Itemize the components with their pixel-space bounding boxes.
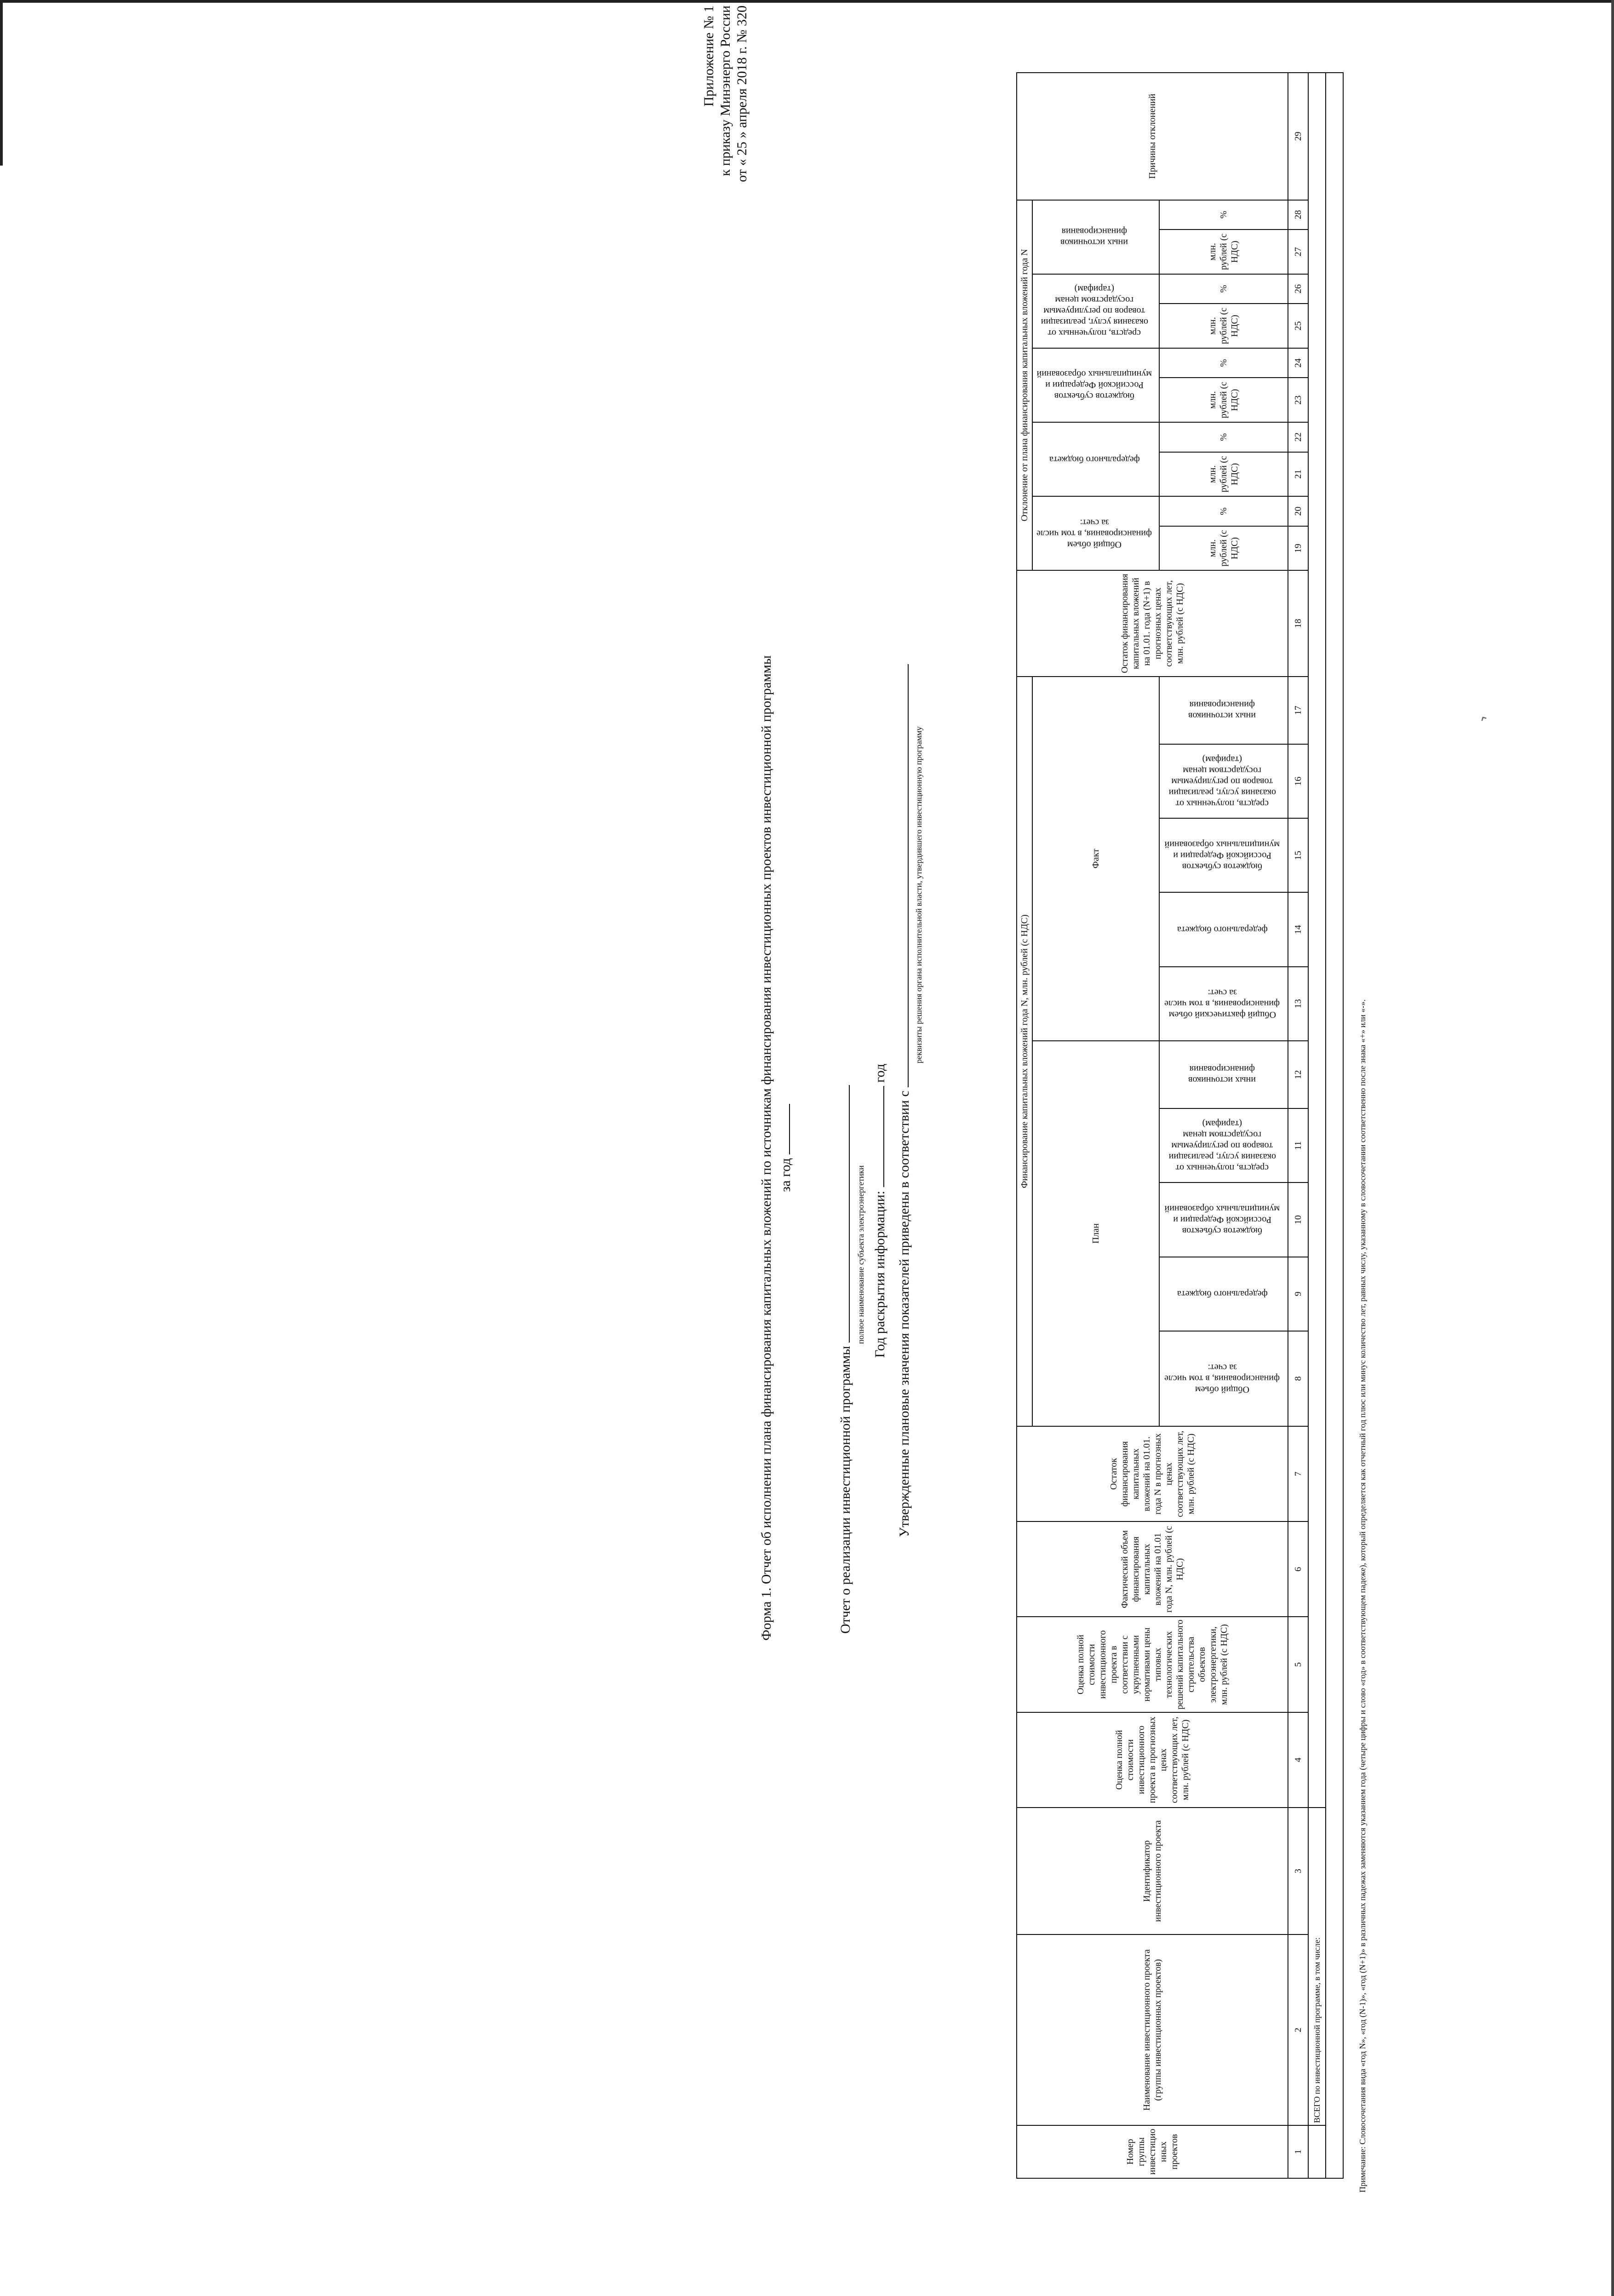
column-number-cell: 8	[1288, 1331, 1308, 1426]
column-number-cell: 10	[1288, 1182, 1308, 1257]
report-caption: полное наименование субъекта электроэнергетики	[856, 1165, 865, 1344]
blank-row-cells	[1326, 73, 1343, 2178]
column-number-cell: 3	[1288, 1808, 1308, 1934]
col-header-financing-group: Финансирование капитальных вложений года N, млн. рублей (с НДС)	[1017, 677, 1032, 1426]
footnote: Примечание: Словосочетания вида «год N», «год (N-1)», «год (N+1)» в различных падежах заменяются указанием года (четыре цифры и слово «год» в соответствующем падеже), который определяется как отчетный год плюс или минус количество лет, равных числу, указанному в словосочетании соответственно после знака «+» или «-».	[1358, 999, 1367, 2193]
approved-caption: реквизиты решения органа исполнительной власти, утвердившего инвестиционную программу	[914, 726, 923, 1063]
plan-total	[1159, 1331, 1288, 1426]
appendix-line-2: к приказу Минэнерго России	[718, 6, 733, 176]
dev-header-total-text: Общий объем финансирования, в том числе за счет:	[1036, 517, 1152, 550]
column-number-cell: 27	[1288, 230, 1308, 274]
total-row-empty-cell	[1308, 2125, 1326, 2178]
approved-label: Утвержденные плановые значения показателей приведены в соответствии с	[897, 1091, 912, 1537]
total-row-label: ВСЕГО по инвестиционной программе, в том числе:	[1308, 1808, 1326, 2125]
column-number-cell: 5	[1288, 1617, 1308, 1712]
dev-header-regional	[1032, 348, 1159, 422]
column-number-cell: 16	[1288, 744, 1308, 818]
dev-header-other-text: иных источников финансирования	[1060, 226, 1128, 248]
plan-other	[1159, 1041, 1288, 1108]
plan-federal	[1159, 1257, 1288, 1331]
fact-tariff-text: средств, полученных от оказания услуг, реализации товаров по регулируемым государством ценам (тарифам)	[1168, 754, 1276, 809]
column-number-cell: 1	[1288, 2125, 1308, 2178]
disclosure-year-blank	[871, 1086, 884, 1187]
column-number-cell: 28	[1288, 200, 1308, 230]
dev-header-regional-text: бюджетов субъектов Российской Федерации и муниципальных образований	[1036, 369, 1152, 402]
column-number-cell: 11	[1288, 1108, 1308, 1182]
form-title: Форма 1. Отчет об исполнении плана финансирования капитальных вложений по источникам финансирования инвестиционных проектов инвестиционной программы	[759, 655, 774, 1641]
fact-federal	[1159, 892, 1288, 966]
column-number-cell: 24	[1288, 348, 1308, 378]
col-header-project-name: Наименование инвестиционного проекта (группы инвестиционных проектов)	[1017, 1934, 1288, 2125]
col-header-actual-volume: Фактический объем финансирования капитальных вложений на 01.01 года N, млн. рублей (с НДС)	[1017, 1521, 1288, 1617]
total-row-values	[1308, 73, 1326, 1808]
dev-other-pct: %	[1159, 200, 1288, 230]
fact-tariff	[1159, 744, 1288, 818]
capital-investment-report-table	[1016, 72, 1344, 2179]
col-header-reasons: Причины отклонений	[1017, 73, 1288, 200]
fact-regional	[1159, 818, 1288, 892]
column-number-cell: 12	[1288, 1041, 1308, 1108]
column-number-cell: 19	[1288, 526, 1308, 571]
fact-other	[1159, 677, 1288, 744]
column-number-cell: 17	[1288, 677, 1308, 744]
header-row-1	[1017, 73, 1032, 2178]
column-number-cell: 13	[1288, 967, 1308, 1041]
disclosure-year-suffix: год	[872, 1063, 887, 1083]
column-number-cell: 18	[1288, 570, 1308, 676]
dev-header-tariff-text: средств, полученных от оказания услуг, реализации товаров по регулируемым государством ценам (тарифам)	[1041, 284, 1148, 339]
dev-tariff-mln: млн. рублей (с НДС)	[1159, 304, 1288, 348]
column-number-cell: 7	[1288, 1426, 1308, 1521]
fact-total	[1159, 967, 1288, 1041]
dev-total-mln: млн. рублей (с НДС)	[1159, 526, 1288, 571]
plan-tariff	[1159, 1108, 1288, 1182]
fact-federal-text: федерального бюджета	[1177, 924, 1268, 935]
report-label: Отчет о реализации инвестиционной программы	[838, 1346, 853, 1634]
dev-header-federal	[1032, 422, 1159, 496]
fact-total-text: Общий фактический объем финансирования, в том числе за счет:	[1164, 987, 1280, 1020]
dev-tariff-pct: %	[1159, 274, 1288, 304]
column-number-cell: 25	[1288, 304, 1308, 348]
form-year-blank	[777, 1104, 790, 1154]
scan-frame-left	[0, 0, 3, 166]
column-number-cell: 23	[1288, 378, 1308, 422]
dev-header-tariff	[1032, 274, 1159, 348]
plan-total-text: Общий объем финансирования, в том числе за счет:	[1164, 1362, 1280, 1395]
dev-header-other	[1032, 200, 1159, 274]
col-header-fact: Факт	[1032, 677, 1159, 1041]
form-year-line	[777, 0, 794, 2296]
stray-pen-mark: ⌃	[1477, 712, 1494, 732]
dev-header-federal-text: федерального бюджета	[1049, 454, 1140, 465]
dev-regional-mln: млн. рублей (с НДС)	[1159, 378, 1288, 422]
rotated-form-content	[694, 0, 1412, 2296]
appendix-line-3: от « 25 » апреля 2018 г. № 320	[734, 6, 750, 182]
column-number-row	[1288, 73, 1308, 2178]
disclosure-year-label: Год раскрытия информации:	[872, 1190, 887, 1358]
plan-regional	[1159, 1182, 1288, 1257]
col-header-remainder-n: Остаток финансирования капитальных вложений на 01.01. года N в прогнозных ценах соответствующих лет, млн. рублей (с НДС)	[1017, 1426, 1288, 1521]
column-number-cell: 22	[1288, 422, 1308, 452]
column-number-cell: 20	[1288, 496, 1308, 526]
dev-header-total	[1032, 496, 1159, 570]
fact-regional-text: бюджетов субъектов Российской Федерации и муниципальных образований	[1164, 839, 1280, 872]
form-year-prefix: за год	[778, 1158, 793, 1192]
scan-frame-right	[1611, 0, 1614, 2296]
dev-federal-pct: %	[1159, 422, 1288, 452]
dev-regional-pct: %	[1159, 348, 1288, 378]
dev-other-mln: млн. рублей (с НДС)	[1159, 230, 1288, 274]
dev-total-pct: %	[1159, 496, 1288, 526]
col-header-cost-estimate-standard: Оценка полной стоимости инвестиционного проекта в соответствии с укрупненными нормативами цены типовых технологических решений капитального строительства объектов электроэнергетики, млн. рублей (с НДС)	[1017, 1617, 1288, 1712]
column-number-cell: 6	[1288, 1521, 1308, 1617]
approved-line	[896, 664, 912, 1537]
col-header-identifier: Идентификатор инвестиционного проекта	[1017, 1808, 1288, 1934]
column-number-cell: 14	[1288, 892, 1308, 966]
disclosure-year-line	[871, 1064, 888, 1358]
total-row	[1308, 73, 1326, 2178]
col-header-remainder-n1: Остаток финансирования капитальных вложений на 01.01. года (N+1) в прогнозных ценах соответствующих лет, млн. рублей (с НДС)	[1017, 570, 1288, 676]
plan-federal-text: федерального бюджета	[1177, 1289, 1268, 1299]
dev-federal-mln: млн. рублей (с НДС)	[1159, 452, 1288, 497]
column-number-cell: 9	[1288, 1257, 1308, 1331]
col-header-group-number: Номер группы инвестицио нных проектов	[1017, 2125, 1288, 2178]
column-number-cell: 2	[1288, 1934, 1308, 2125]
column-number-cell: 15	[1288, 818, 1308, 892]
col-header-cost-estimate: Оценка полной стоимости инвестиционного проекта в прогнозных ценах соответствующих лет, млн. рублей (с НДС)	[1017, 1712, 1288, 1808]
blank-row	[1326, 73, 1343, 2178]
report-line	[837, 1085, 853, 1634]
fact-other-text: иных источников финансирования	[1188, 700, 1256, 721]
column-number-cell: 21	[1288, 452, 1308, 497]
appendix-line-1: Приложение № 1	[701, 6, 716, 107]
plan-regional-text: бюджетов субъектов Российской Федерации и муниципальных образований	[1164, 1203, 1280, 1236]
appendix-reference	[701, 6, 750, 199]
column-number-cell: 29	[1288, 73, 1308, 200]
report-entity-blank	[837, 1085, 850, 1343]
column-number-cell: 4	[1288, 1712, 1308, 1808]
approved-blank	[896, 664, 909, 1087]
plan-tariff-text: средств, полученных от оказания услуг, реализации товаров по регулируемым государством ценам (тарифам)	[1168, 1118, 1276, 1173]
col-header-plan: План	[1032, 1041, 1159, 1426]
col-header-deviation-group: Отклонение от плана финансирования капитальных вложений года N	[1017, 200, 1032, 571]
plan-other-text: иных источников финансирования	[1188, 1064, 1256, 1085]
column-number-cell: 26	[1288, 274, 1308, 304]
